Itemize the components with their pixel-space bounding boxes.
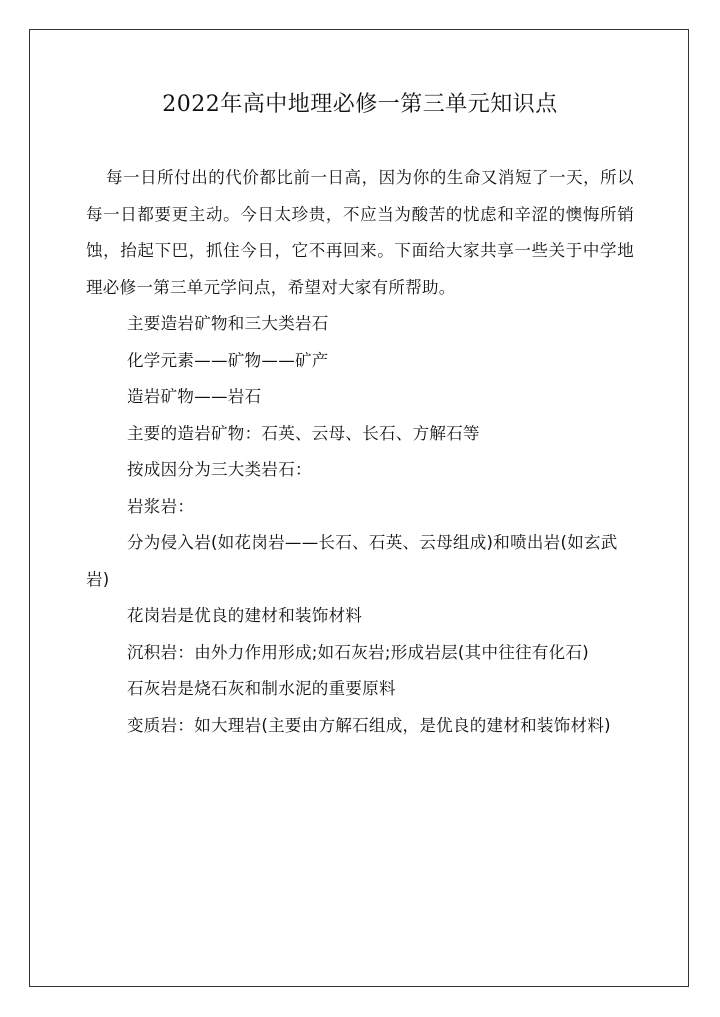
document-title: 2022年高中地理必修一第三单元知识点 [162, 92, 558, 117]
paragraph-limestone-use: 石灰岩是烧石灰和制水泥的重要原料 [127, 679, 396, 698]
paragraph-granite-use: 花岗岩是优良的建材和装饰材料 [127, 606, 363, 625]
paragraph-element-mineral-deposit: 化学元素——矿物——矿产 [127, 350, 329, 370]
intro-paragraph: 每一日所付出的代价都比前一日高，因为你的生命又消短了一天，所以每一日都要更主动。今日太珍贵，不应当为酸苦的忧虑和辛涩的懊悔所销蚀，抬起下巴，抓住今日，它不再回来。下面给大家共享一些关于中学地理必修一第三单元学问点，希望对大家有所帮助。 [86, 168, 634, 297]
section-heading-rocks: 主要造岩矿物和三大类岩石 [127, 314, 329, 333]
paragraph-classification: 按成因分为三大类岩石： [127, 460, 312, 479]
paragraph-sedimentary: 沉积岩：由外力作用形成;如石灰岩;形成岩层(其中往往有化石) [127, 642, 589, 662]
paragraph-metamorphic: 变质岩：如大理岩(主要由方解石组成，是优良的建材和装饰材料) [127, 715, 611, 735]
document-body [86, 160, 634, 744]
paragraph-igneous-heading: 岩浆岩： [127, 496, 195, 516]
paragraph-mineral-rock: 造岩矿物——岩石 [127, 387, 262, 406]
paragraph-igneous-types: 分为侵入岩(如花岗岩——长石、石英、云母组成)和喷出岩(如玄武岩) [86, 533, 618, 589]
paragraph-main-minerals: 主要的造岩矿物：石英、云母、长石、方解石等 [127, 423, 480, 443]
